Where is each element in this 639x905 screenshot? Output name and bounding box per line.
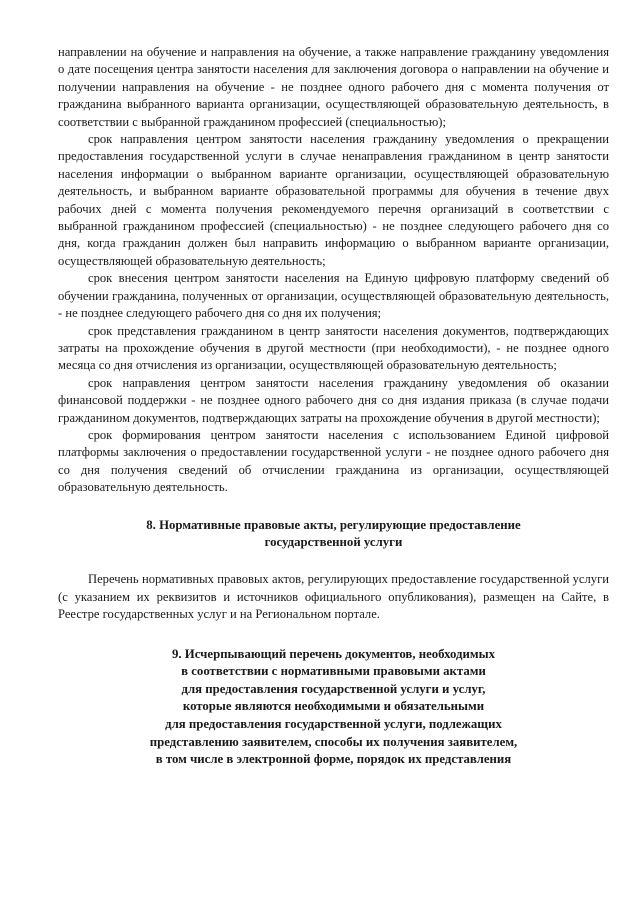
section-8-heading-line: государственной услуги — [264, 534, 403, 549]
section-9-heading-line: представлению заявителем, способы их получения заявителем, — [149, 734, 518, 749]
section-9-heading-line: в соответствии с нормативными правовыми актами — [181, 664, 486, 679]
section-9-heading-line: в том числе в электронной форме, порядок их представления — [155, 752, 512, 767]
section-9-heading-line: 9. Исчерпывающий перечень документов, необходимых — [172, 646, 495, 661]
paragraph-deadline-platform-entry: срок внесения центром занятости населения на Единую цифровую платформу сведений об обучении гражданина, полученных от организации, осуществляющей образовательную деятельность, - не позднее следующего рабочего дня со дня их получения; — [58, 271, 609, 321]
section-9-heading-line: которые являются необходимыми и обязательными — [182, 699, 485, 714]
paragraph-deadline-termination-notice: срок направления центром занятости населения гражданину уведомления о прекращении предоставления государственной услуги в случае ненаправления гражданином в центр занятости населения информации о выбранном варианте организации, осуществляющей образовательную деятельность, и выбранном варианте образовательной программы для обучения в течение двух рабочих дней с момента получения рекомендуемого перечня организаций в соответствии с выбранной гражданином профессией (специальностью) - не позднее следующего рабочего дня со дня, когда гражданин должен был направить информацию о выбранном варианте организации, осуществляющей образовательную деятельность; — [58, 132, 609, 268]
paragraph-continuation: направлении на обучение и направления на обучение, а также направление гражданину уведомления о дате посещения центра занятости населения для заключения договора о направлении на обучение и получении направления на обучение - не позднее одного рабочего дня с момента получения от гражданина выбранного варианта организации, осуществляющей образовательную деятельность, в соответствии с выбранной гражданином профессией (специальностью); — [58, 45, 609, 129]
section-9-heading-line: для предоставления государственной услуги, подлежащих — [165, 716, 502, 731]
section-8-paragraph: Перечень нормативных правовых актов, регулирующих предоставление государственной услуги (с указанием их реквизитов и источников официального опубликования), размещен на Сайте, в Реестре государственных услуг и на Региональном портале. — [58, 572, 609, 622]
document-page — [58, 44, 609, 769]
paragraph-deadline-conclusion-forming: срок формирования центром занятости населения с использованием Единой цифровой платформы заключения о предоставлении государственной услуги - не позднее одного рабочего дня со дня получения сведений об отчислении гражданина из организации, осуществляющей образовательную деятельность. — [58, 427, 609, 495]
section-9-heading-line: для предоставления государственной услуги и услуг, — [181, 681, 486, 696]
section-9-heading — [58, 646, 609, 769]
paragraph-deadline-documents-submission: срок представления гражданином в центр занятости населения документов, подтверждающих затраты на прохождение обучения в другой местности (при необходимости), - не позднее одного месяца со дня отчисления из организации, осуществляющей образовательную деятельность; — [58, 323, 609, 373]
paragraph-deadline-financial-support-notice: срок направления центром занятости населения гражданину уведомления об оказании финансовой поддержки - не позднее одного рабочего дня со дня издания приказа (в случае подачи гражданином документов, подтверждающих затраты на прохождение обучения в другой местности); — [58, 375, 609, 425]
section-8-heading-line: 8. Нормативные правовые акты, регулирующие предоставление — [146, 517, 521, 532]
section-8-heading — [58, 517, 609, 552]
